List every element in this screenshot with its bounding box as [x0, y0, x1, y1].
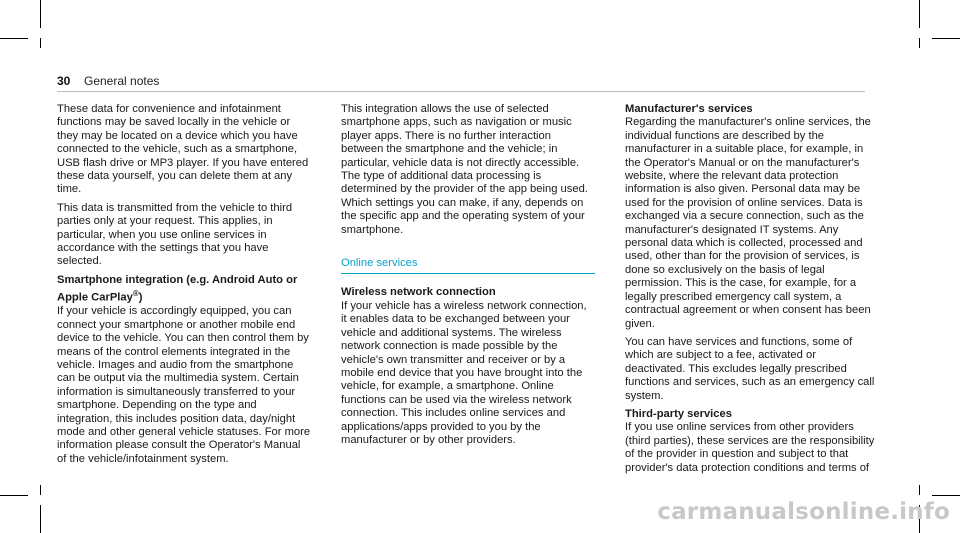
heading-third-party-services: Third-party services	[625, 407, 732, 420]
paragraph-third-party-services: If you use online services from other providers (third parties), these services are the responsibility of the provider in question and subject to that provider's data protection conditions and terms of	[625, 421, 875, 474]
paragraph-activating-services: You can have services and functions, some of which are subject to a fee, activated or deactivated. This excludes legally prescribed functions and services, such as an emergency call system.	[625, 335, 875, 402]
heading-manufacturer-services: Manufacturer's services	[625, 103, 753, 115]
crop-mark	[0, 495, 28, 496]
heading-online-services: Online services	[341, 257, 595, 274]
heading-smartphone-line1: Smartphone integration (e.g. Android Auto or	[57, 273, 298, 286]
header-divider	[57, 91, 865, 92]
heading-smartphone-line2: Apple CarPlay	[57, 292, 133, 305]
heading-smartphone-integration	[57, 274, 311, 306]
watermark-logo: carmanualsonline.info	[657, 499, 950, 525]
crop-mark	[40, 485, 41, 495]
paragraph-smartphone-integration: If your vehicle is accordingly equipped, you can connect your smartphone or another mobile end device to the vehicle. You can then control them by means of the control elements integrated in the vehicle. Images and audio from the smartphone can be output via the multimedia system. Certain information is simultaneously transferred to your smartphone. Depending on the type and integration, this includes position data, day/night mode and other general vehicle statuses. For more information please consult the Operator's Manual of the vehicle/infotainment system.	[57, 305, 311, 465]
section-title: General notes	[84, 74, 160, 88]
column-middle	[341, 103, 595, 452]
paragraph-wireless-connection: If your vehicle has a wireless network connection, it enables data to be exchanged between your vehicle and additional systems. The wireless network connection is made possible by the vehicle's own transmitter and receiver or by a mobile end device that you have brought into the vehicle, for example, a smartphone. Online functions can be used via the wireless network connection. This includes online services and applications/apps provided to you by the manufacturer or by other providers.	[341, 299, 587, 446]
page-number: 30	[57, 74, 71, 88]
paragraph-app-integration: This integration allows the use of selected smartphone apps, such as navigation or music player apps. There is no further interaction between the smartphone and the vehicle; in particular, vehicle data is not directly accessible. The type of additional data processing is determined by the provider of the app being used. Which settings you can make, if any, depends on the specific app and the operating system of your smartphone.	[341, 103, 588, 236]
crop-mark	[932, 495, 960, 496]
column-left	[57, 103, 311, 471]
crop-mark	[40, 38, 41, 48]
crop-mark	[0, 38, 28, 39]
paragraph-convenience-data: These data for convenience and infotainment functions may be saved locally in the vehicle or they may be located on a device which you have connected to the vehicle, such as a smartphone, USB flash drive or MP3 player. If you have entered these data yourself, you can delete them at any time.	[57, 103, 309, 196]
crop-mark	[40, 505, 41, 533]
registered-mark: ®	[132, 289, 139, 299]
paragraph-data-transmission: This data is transmitted from the vehicle to third parties only at your request. This applies, in particular, when you use online services in accordance with the settings that you have selected.	[57, 201, 293, 268]
paragraph-manufacturer-services: Regarding the manufacturer's online services, the individual functions are described by the manufacturer in a suitable place, for example, in the Operator's Manual or on the manufacturer's website, where the relevant data protection information is also given. Personal data may be used for the provision of online services. Data is exchanged via a secure connection, such as the manufacturer's designated IT systems. Any personal data which is collected, processed and used, other than for the provision of services, is done so exclusively on the basis of legal permission. This is the case, for example, for a legally prescribed emergency call system, a contractual agreement or when consent has been given.	[625, 116, 871, 330]
heading-smartphone-end: )	[138, 292, 143, 305]
column-right	[625, 103, 879, 480]
crop-mark	[919, 0, 920, 28]
heading-wireless-connection: Wireless network connection	[341, 286, 496, 299]
crop-mark	[932, 38, 960, 39]
crop-mark	[40, 0, 41, 28]
crop-mark	[919, 38, 920, 48]
crop-mark	[919, 485, 920, 495]
